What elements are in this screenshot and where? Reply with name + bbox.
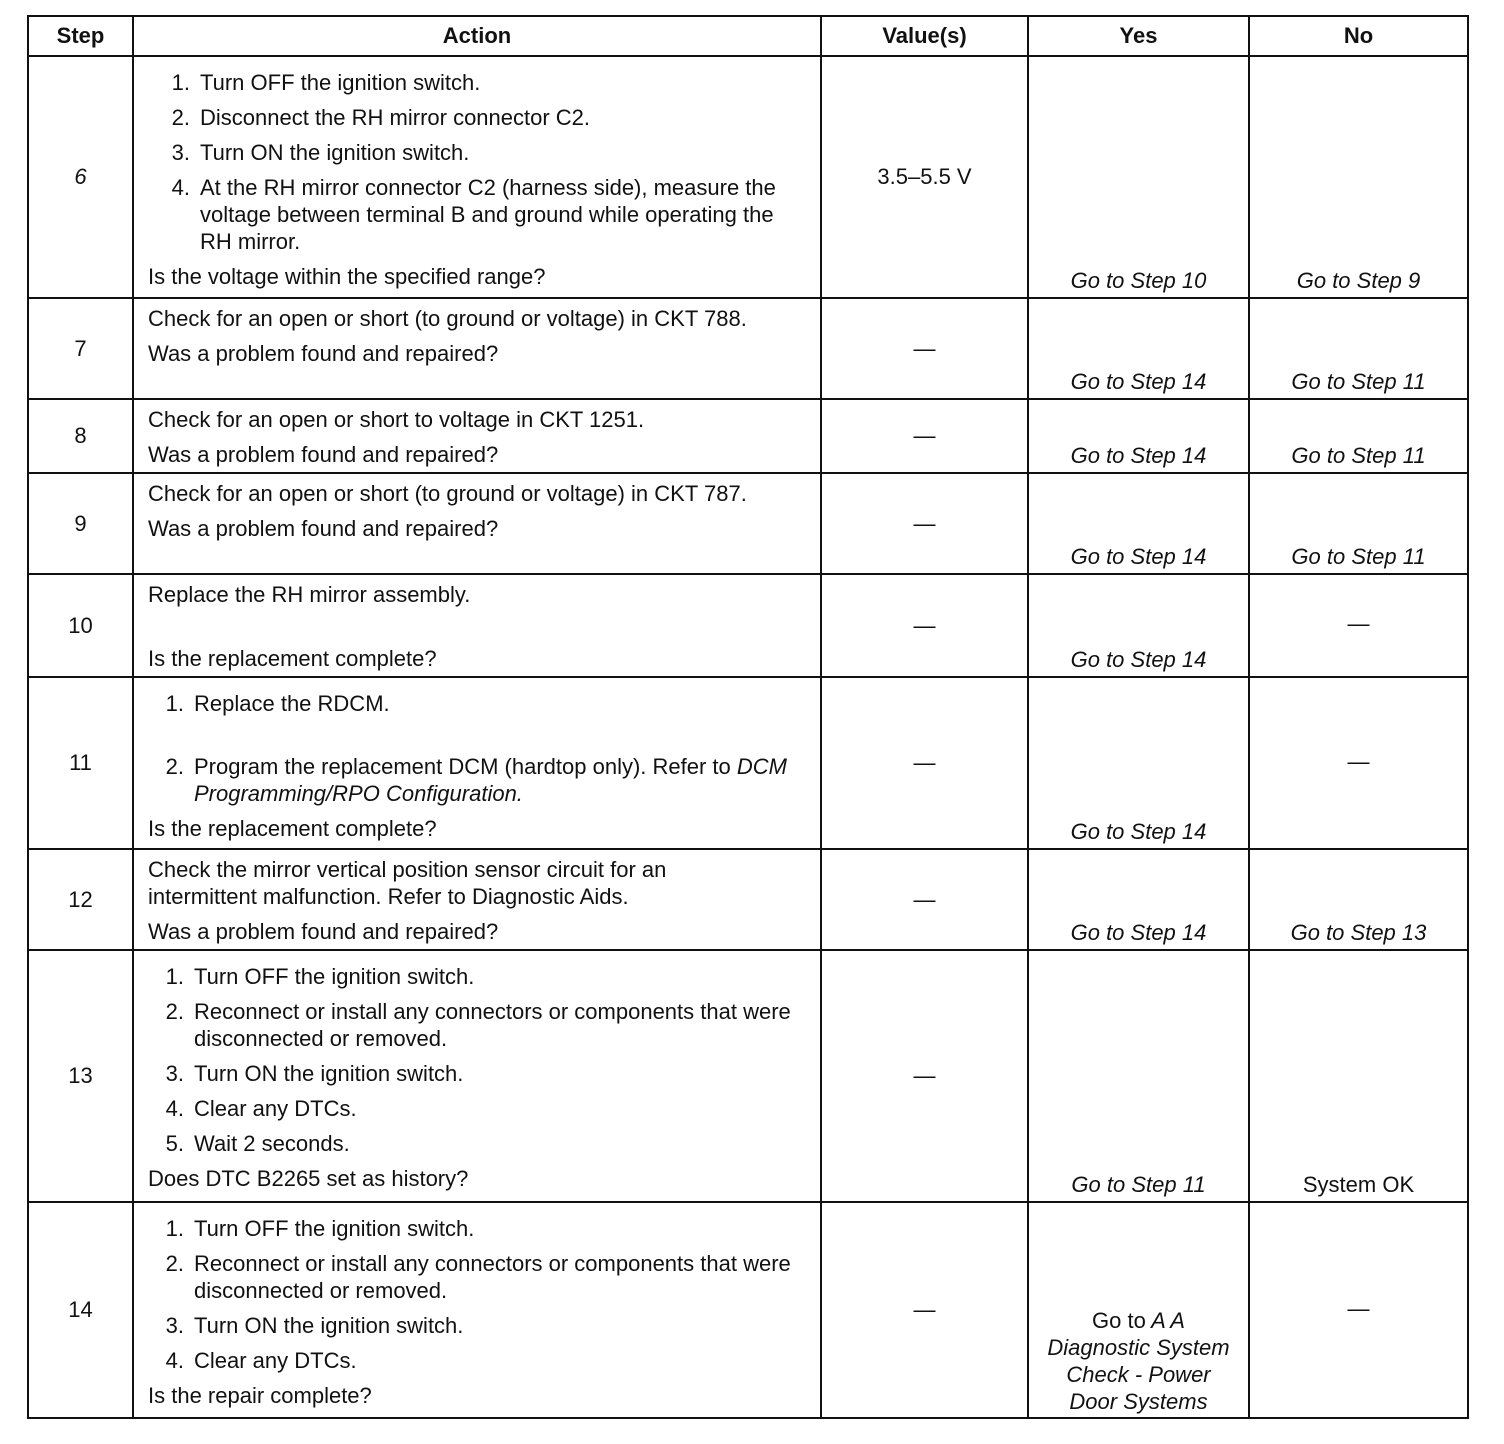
action-cell bbox=[133, 298, 821, 399]
step-number: 10 bbox=[28, 574, 133, 677]
table-row bbox=[28, 399, 1468, 473]
yes-cell: Go to Step 14 bbox=[1028, 473, 1249, 574]
no-cell: — bbox=[1249, 677, 1468, 849]
dcm-programming-link[interactable]: DCM Programming/RPO Configuration. bbox=[194, 754, 788, 806]
header-row bbox=[28, 16, 1468, 56]
no-cell: Go to Step 9 bbox=[1249, 56, 1468, 298]
yes-cell: Go to Step 14 bbox=[1028, 849, 1249, 950]
step-number: 6 bbox=[28, 56, 133, 298]
yes-cell: Go to Step 11 bbox=[1028, 950, 1249, 1202]
yes-cell: Go to Step 14 bbox=[1028, 399, 1249, 473]
list-item: 3. Turn ON the ignition switch. bbox=[171, 140, 470, 165]
yes-cell: Go to Step 14 bbox=[1028, 574, 1249, 677]
step-number: 8 bbox=[28, 399, 133, 473]
table-row bbox=[28, 56, 1468, 298]
action-cell bbox=[133, 950, 821, 1202]
no-cell: Go to Step 11 bbox=[1249, 298, 1468, 399]
list-item: 4. Clear any DTCs. bbox=[165, 1348, 357, 1373]
step-number: 14 bbox=[28, 1202, 133, 1418]
no-cell: Go to Step 11 bbox=[1249, 473, 1468, 574]
action-text: Check for an open or short to voltage in CKT 1251. bbox=[148, 407, 645, 432]
question: Is the voltage within the specified range? bbox=[148, 264, 546, 289]
list-item: 3. Turn ON the ignition switch. bbox=[165, 1313, 464, 1338]
question: Is the replacement complete? bbox=[148, 646, 437, 671]
action-text: Check the mirror vertical position sensor circuit for an intermittent malfunction. Refer to Diagnostic Aids. bbox=[148, 857, 667, 909]
list-item: 5. Wait 2 seconds. bbox=[165, 1131, 350, 1156]
header-values: Value(s) bbox=[821, 16, 1028, 56]
no-cell: — bbox=[1249, 574, 1468, 677]
list-item: 2. Reconnect or install any connectors or components that were disconnected or removed. bbox=[165, 1251, 791, 1303]
header-no: No bbox=[1249, 16, 1468, 56]
action-text: Check for an open or short (to ground or voltage) in CKT 788. bbox=[148, 306, 747, 331]
yes-cell bbox=[1028, 1202, 1249, 1418]
value-cell: — bbox=[821, 298, 1028, 399]
question: Is the repair complete? bbox=[148, 1383, 372, 1408]
no-cell: System OK bbox=[1249, 950, 1468, 1202]
no-cell: — bbox=[1249, 1202, 1468, 1418]
question: Was a problem found and repaired? bbox=[148, 919, 499, 944]
go-to-prefix: Go to bbox=[1092, 1308, 1146, 1333]
question: Is the replacement complete? bbox=[148, 816, 437, 841]
list-item: 2. Disconnect the RH mirror connector C2. bbox=[171, 105, 591, 130]
yes-cell: Go to Step 14 bbox=[1028, 677, 1249, 849]
list-item: 1. Turn OFF the ignition switch. bbox=[165, 964, 475, 989]
action-cell bbox=[133, 1202, 821, 1418]
list-item: 1. Replace the RDCM. bbox=[165, 691, 390, 716]
list-item: 2. Program the replacement DCM (hardtop only). Refer to DCM Programming/RPO Configuration. bbox=[165, 754, 788, 806]
step-number: 13 bbox=[28, 950, 133, 1202]
question: Was a problem found and repaired? bbox=[148, 442, 499, 467]
value-cell: — bbox=[821, 574, 1028, 677]
value-cell: — bbox=[821, 677, 1028, 849]
table-row bbox=[28, 849, 1468, 950]
list-item: 1. Turn OFF the ignition switch. bbox=[171, 70, 481, 95]
list-item: 2. Reconnect or install any connectors or components that were disconnected or removed. bbox=[165, 999, 791, 1051]
value-cell: — bbox=[821, 473, 1028, 574]
value-cell: — bbox=[821, 1202, 1028, 1418]
value-cell: — bbox=[821, 950, 1028, 1202]
step-number: 11 bbox=[28, 677, 133, 849]
value-cell: 3.5–5.5 V bbox=[821, 56, 1028, 298]
question: Does DTC B2265 set as history? bbox=[148, 1166, 469, 1191]
list-item: 4. At the RH mirror connector C2 (harness side), measure the voltage between terminal B and ground while operating the RH mirror. bbox=[171, 175, 776, 254]
no-cell: Go to Step 13 bbox=[1249, 849, 1468, 950]
table-row bbox=[28, 574, 1468, 677]
table-row bbox=[28, 1202, 1468, 1418]
action-text: Check for an open or short (to ground or voltage) in CKT 787. bbox=[148, 481, 747, 506]
diagnostic-system-check-link[interactable]: A A Diagnostic System Check - Power Door Systems bbox=[1047, 1308, 1230, 1414]
action-text: Program the replacement DCM (hardtop only). Refer to bbox=[194, 754, 731, 779]
header-yes: Yes bbox=[1028, 16, 1249, 56]
list-item: 3. Turn ON the ignition switch. bbox=[165, 1061, 464, 1086]
step-number: 9 bbox=[28, 473, 133, 574]
action-cell bbox=[133, 677, 821, 849]
question: Was a problem found and repaired? bbox=[148, 516, 499, 541]
table-row bbox=[28, 677, 1468, 849]
no-cell: Go to Step 11 bbox=[1249, 399, 1468, 473]
action-text: Replace the RH mirror assembly. bbox=[148, 582, 471, 607]
table-row bbox=[28, 473, 1468, 574]
list-item: 1. Turn OFF the ignition switch. bbox=[165, 1216, 475, 1241]
header-action: Action bbox=[133, 16, 821, 56]
table-row bbox=[28, 298, 1468, 399]
question: Was a problem found and repaired? bbox=[148, 341, 499, 366]
list-item: 4. Clear any DTCs. bbox=[165, 1096, 357, 1121]
value-cell: — bbox=[821, 849, 1028, 950]
yes-cell: Go to Step 10 bbox=[1028, 56, 1249, 298]
header-step: Step bbox=[28, 16, 133, 56]
action-cell bbox=[133, 473, 821, 574]
table-row bbox=[28, 950, 1468, 1202]
diagnostic-table bbox=[27, 15, 1469, 1419]
action-cell bbox=[133, 56, 821, 298]
step-number: 12 bbox=[28, 849, 133, 950]
step-number: 7 bbox=[28, 298, 133, 399]
yes-cell: Go to Step 14 bbox=[1028, 298, 1249, 399]
action-cell bbox=[133, 849, 821, 950]
value-cell: — bbox=[821, 399, 1028, 473]
action-cell bbox=[133, 574, 821, 677]
action-cell bbox=[133, 399, 821, 473]
